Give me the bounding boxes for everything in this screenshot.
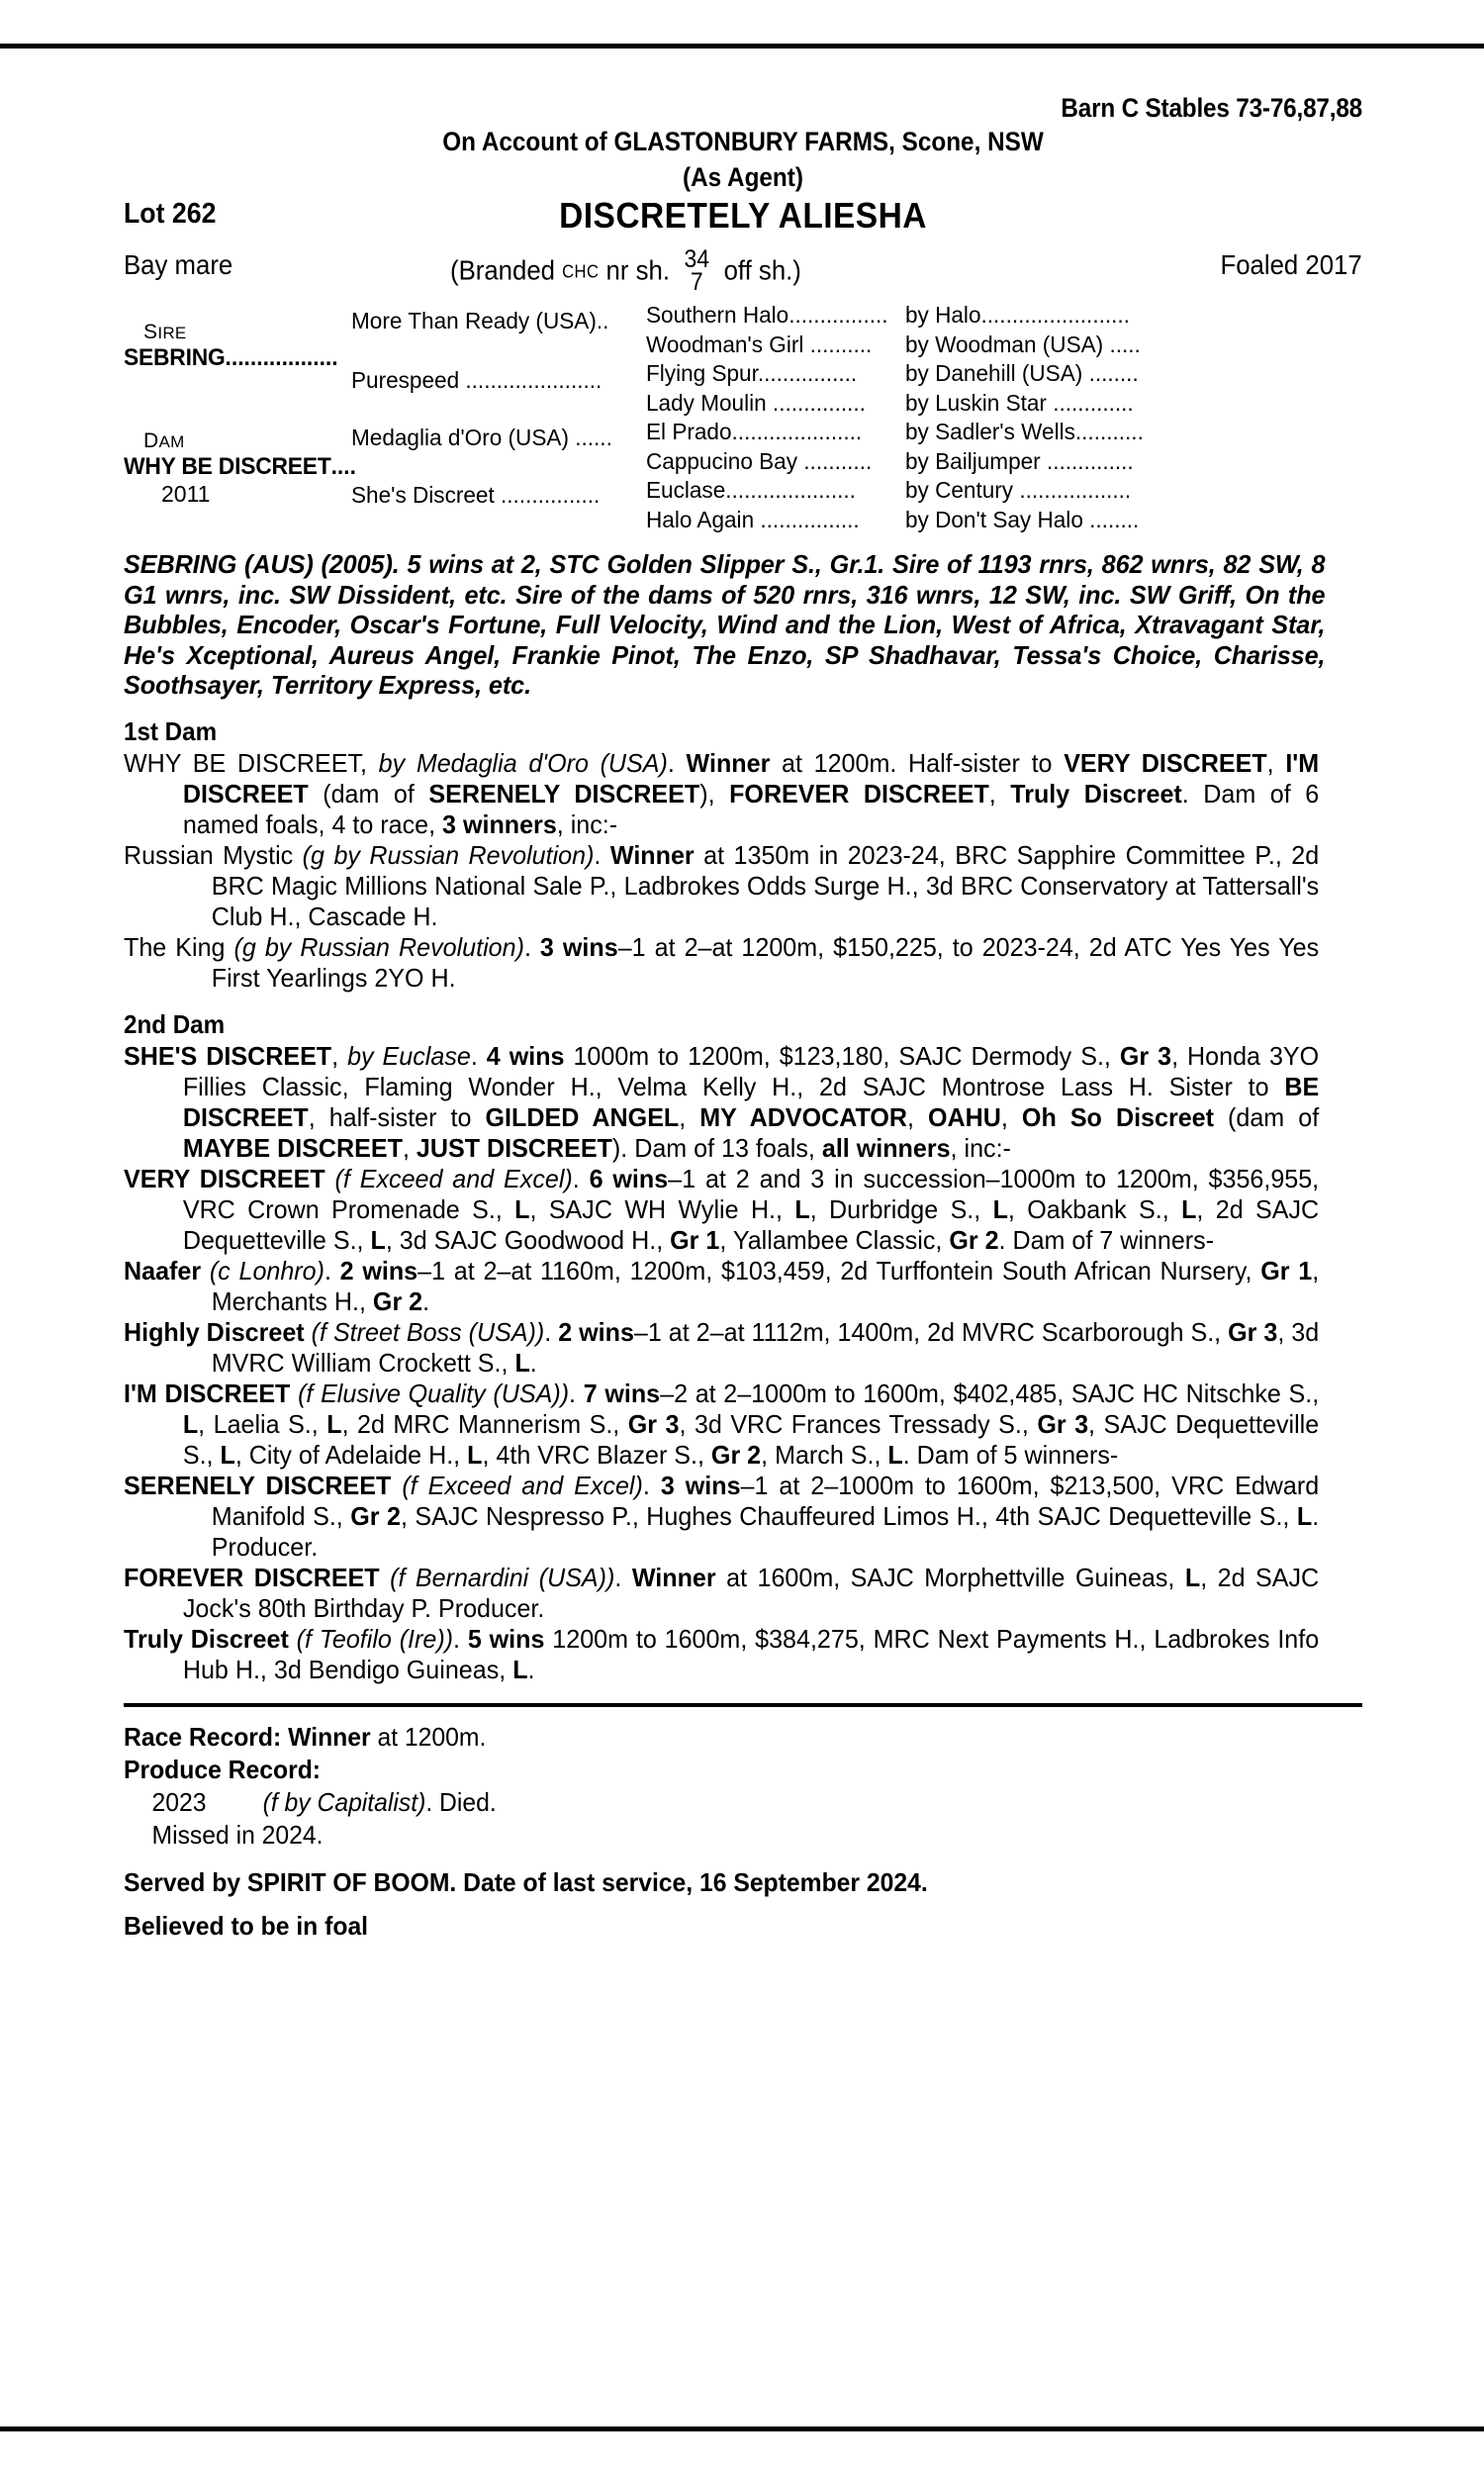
- entry-text: JUST DISCREET: [416, 1132, 612, 1163]
- lot-number: Lot 262: [124, 198, 217, 230]
- entry-text: .: [642, 1470, 661, 1500]
- entry-text: , Laelia S.,: [198, 1408, 327, 1439]
- entry-text: L: [992, 1193, 1008, 1224]
- entry-text: , March S.,: [761, 1439, 888, 1470]
- great-grandparent-8: Halo Again ................: [646, 506, 860, 532]
- entry-text: .: [529, 1347, 537, 1378]
- first-dam-sire: by Medaglia d'Oro (USA): [378, 747, 668, 778]
- entry-text: Gr 1: [670, 1224, 720, 1255]
- great-grandparent-1: Southern Halo................: [646, 302, 888, 328]
- entry-text: .: [527, 1654, 535, 1684]
- first-dam-progeny-1: Russian Mystic (g by Russian Revolution). Winner at 1350m in 2023-24, BRC Sapphire Committee P., 2d BRC Magic Millions National Sale P., Ladbrokes Odds Surge H., 3d BRC Conservatory at Tattersall's Club H., Cascade H.: [124, 839, 1320, 931]
- entry-text: [391, 1471, 402, 1500]
- entry-text: .: [569, 1378, 584, 1408]
- second-dam-progeny-entry: [124, 1471, 1319, 1563]
- entry-sire: (c Lonhro): [209, 1255, 325, 1285]
- page-title: DISCRETELY ALIESHA: [559, 195, 927, 236]
- entry-text: L: [220, 1439, 235, 1470]
- first-dam-paragraph: WHY BE DISCREET, by Medaglia d'Oro (USA). Winner at 1200m. Half-sister to VERY DISCREET, I'M DISCREET (dam of SERENELY DISCREET), FOREVER DISCREET, Truly Discreet. Dam of 6 named foals, 4 to race, 3 winners, inc:-: [124, 747, 1320, 839]
- entry-text: Gr 3: [1037, 1408, 1089, 1439]
- account-of-line: On Account of GLASTONBURY FARMS, Scone, NSW: [442, 127, 1044, 156]
- entry-text: Gr 1: [1260, 1255, 1313, 1285]
- produce-row: [124, 1786, 1300, 1819]
- entry-text: L: [1184, 1562, 1201, 1592]
- race-record-label: Race Record:: [124, 1721, 282, 1752]
- page-bottom-rule: [0, 2426, 1484, 2431]
- great-grandparent-3: Flying Spur................: [646, 360, 858, 386]
- entry-text: . Dam of 7 winners-: [998, 1224, 1215, 1255]
- entry-text: , City of Adelaide H.,: [234, 1439, 468, 1470]
- entry-text: ). Dam of 13 foals,: [611, 1132, 822, 1163]
- entry-name: SERENELY DISCREET: [124, 1470, 392, 1500]
- second-dam-progeny-entry: [124, 1379, 1319, 1471]
- entry-text: Gr 2: [372, 1285, 423, 1316]
- brand-fraction: [684, 245, 710, 296]
- foaled-year: Foaled 2017: [1220, 249, 1362, 280]
- second-dam-progeny-list: [124, 1164, 1362, 1685]
- entry-text: all winners: [821, 1132, 951, 1163]
- dam-name: WHY BE DISCREET....: [124, 453, 356, 480]
- entry-text: L: [326, 1408, 342, 1439]
- second-dam-progeny-entry: [124, 1164, 1319, 1256]
- fourth-gen-6: by Bailjumper ..............: [905, 447, 1134, 474]
- page-top-rule: [0, 44, 1484, 48]
- sire-block: [124, 321, 349, 372]
- entry-text: Gr 3: [1119, 1040, 1172, 1071]
- entry-text: 2 wins: [339, 1255, 418, 1285]
- produce-year: 2023: [151, 1786, 207, 1817]
- entry-text: , SAJC WH Wylie H.,: [529, 1193, 795, 1224]
- entry-text: , 3d SAJC Goodwood H.,: [385, 1224, 671, 1255]
- pedigree-col-fourth-gen: [905, 301, 1370, 534]
- entry-name: Naafer: [124, 1255, 202, 1285]
- entry-text: L: [514, 1193, 530, 1224]
- second-dam-progeny-entry: [124, 1317, 1319, 1379]
- entry-sire: (f Exceed and Excel): [334, 1163, 573, 1193]
- entry-sire: (f Street Boss (USA)): [311, 1316, 545, 1347]
- great-grandparent-7: Euclase.....................: [646, 477, 856, 503]
- entry-text: –1 at 2–1000m to 1600m, $213,500, VRC Edward Manifold S.,: [211, 1470, 1320, 1531]
- entry-text: Gr 3: [1228, 1316, 1278, 1347]
- entry-text: Gr 2: [949, 1224, 999, 1255]
- entry-text: [201, 1256, 210, 1285]
- entry-text: , 2d SAJC Dequetteville S.,: [182, 1193, 1320, 1255]
- entry-sire: (f Elusive Quality (USA)): [298, 1378, 570, 1408]
- entry-text: L: [1296, 1500, 1313, 1531]
- entry-text: [380, 1563, 390, 1592]
- fourth-gen-2: by Woodman (USA) .....: [905, 331, 1141, 357]
- entry-name: VERY DISCREET: [124, 1163, 325, 1193]
- second-dam-progeny-entry: [124, 1624, 1319, 1685]
- entry-text: L: [182, 1408, 199, 1439]
- entry-text: , SAJC Nespresso P., Hughes Chauffeured Limos H., 4th SAJC Dequetteville S.,: [400, 1500, 1297, 1531]
- fourth-gen-5: by Sadler's Wells...........: [905, 419, 1144, 444]
- produce-sire: (f by Capitalist): [262, 1786, 426, 1817]
- first-dam-name: WHY BE DISCREET,: [124, 747, 367, 778]
- entry-text: .: [544, 1316, 559, 1347]
- progeny-sire: (g by Russian Revolution): [302, 839, 595, 870]
- grandparent-3: Medaglia d'Oro (USA) ......: [351, 425, 612, 450]
- fourth-gen-8: by Don't Say Halo ........: [905, 506, 1140, 532]
- great-grandparent-6: Cappucino Bay ...........: [646, 447, 873, 474]
- entry-name: SHE'S DISCREET: [124, 1040, 332, 1071]
- first-dam-heading: 1st Dam: [124, 715, 218, 746]
- entry-text: L: [514, 1347, 530, 1378]
- entry-text: Winner: [631, 1562, 716, 1592]
- entry-text: [305, 1317, 312, 1347]
- sire-summary-paragraph: SEBRING (AUS) (2005). 5 wins at 2, STC Golden Slipper S., Gr.1. Sire of 1193 rnrs, 862 wnrs, 82 SW, 8 G1 wnrs, inc. SW Dissident, etc. Sire of the dams of 520 rnrs, 316 wnrs, 12 SW, inc. SW Griff, On the Bubbles, Encoder, Oscar's Fortune, Full Velocity, Wind and the Lion, West of Africa, Xtravagant Star, He's Xceptional, Aureus Angel, Frankie Pinot, The Enzo, SP Shadhavar, Tessa's Choice, Charisse, Soothsayer, Territory Express, etc.: [124, 549, 1326, 700]
- entry-sire: by Euclase: [347, 1040, 471, 1071]
- great-grandparent-2: Woodman's Girl ..........: [646, 331, 873, 357]
- entry-text: ,: [1000, 1101, 1022, 1132]
- entry-name: FOREVER DISCREET: [124, 1562, 380, 1592]
- entry-text: ,: [402, 1132, 417, 1163]
- entry-text: , 2d MRC Mannerism S.,: [341, 1408, 628, 1439]
- brand-description: [450, 245, 801, 296]
- entry-text: , half-sister to: [308, 1101, 486, 1132]
- as-agent-line: (As Agent): [683, 162, 803, 192]
- grandparent-4: She's Discreet ................: [351, 482, 601, 508]
- entry-text: 1200m to 1600m, $384,275, MRC Next Payments H., Ladbrokes Info Hub H., 3d Bendigo Guineas,: [182, 1623, 1320, 1684]
- description-row: [124, 241, 1362, 296]
- entry-text: –1 at 2–at 1160m, 1200m, $103,459, 2d Turffontein South African Nursery,: [417, 1255, 1261, 1285]
- entry-text: ,: [679, 1101, 700, 1132]
- entry-text: , 3d MVRC William Crockett S.,: [211, 1316, 1320, 1378]
- fourth-gen-4: by Luskin Star .............: [905, 389, 1134, 416]
- sire-label: SIRE: [143, 321, 187, 343]
- entry-text: , Yallambee Classic,: [719, 1224, 950, 1255]
- entry-text: , Merchants H.,: [211, 1255, 1320, 1316]
- first-dam-progeny-2: The King (g by Russian Revolution). 3 wins–1 at 2–at 1200m, $150,225, to 2023-24, 2d ATC Yes Yes Yes First Yearlings 2YO H.: [124, 931, 1320, 993]
- entry-text: 1000m to 1200m, $123,180, SAJC Dermody S.,: [564, 1040, 1120, 1071]
- entry-text: (dam of: [1213, 1101, 1320, 1132]
- entry-text: GILDED ANGEL: [485, 1101, 680, 1132]
- entry-text: ,: [331, 1040, 348, 1071]
- entry-text: Gr 2: [350, 1500, 401, 1531]
- entry-text: –1 at 2 and 3 in succession–1000m to 1200m, $356,955, VRC Crown Promenade S.,: [182, 1163, 1320, 1224]
- entry-text: L: [512, 1654, 528, 1684]
- entry-text: Gr 3: [627, 1408, 680, 1439]
- entry-text: OAHU: [928, 1101, 1001, 1132]
- records-divider: [124, 1703, 1362, 1707]
- progeny-sire: (g by Russian Revolution): [233, 931, 524, 962]
- entry-text: , 3d VRC Frances Tressady S.,: [679, 1408, 1038, 1439]
- dam-block: [124, 429, 368, 508]
- progeny-name: Russian Mystic: [124, 839, 303, 870]
- entry-text: ,: [906, 1101, 929, 1132]
- second-dam-heading: 2nd Dam: [124, 1008, 226, 1039]
- entry-text: [325, 1164, 335, 1193]
- entry-text: L: [794, 1193, 810, 1224]
- entry-text: 4 wins: [486, 1040, 565, 1071]
- entry-name: I'M DISCREET: [124, 1378, 291, 1408]
- entry-text: L: [1181, 1193, 1197, 1224]
- dam-label: DAM: [143, 429, 185, 452]
- pedigree-col-great-grandparents: [646, 301, 943, 534]
- second-dam-progeny-entry: [124, 1256, 1319, 1317]
- second-dam-progeny-entry: [124, 1563, 1319, 1624]
- entry-sire: (f Teofilo (Ire)): [296, 1623, 454, 1654]
- entry-name: Highly Discreet: [124, 1316, 305, 1347]
- entry-text: , Durbridge S.,: [809, 1193, 993, 1224]
- entry-text: L: [467, 1439, 483, 1470]
- entry-text: , SAJC Dequetteville S.,: [182, 1408, 1320, 1470]
- entry-sire: (f Exceed and Excel): [402, 1470, 643, 1500]
- entry-text: .: [422, 1285, 430, 1316]
- produce-note: . Died.: [425, 1786, 497, 1817]
- brand-denominator: 7: [690, 268, 703, 296]
- page-content: [124, 91, 1362, 1943]
- entry-text: L: [887, 1439, 903, 1470]
- entry-text: . Dam of 5 winners-: [902, 1439, 1119, 1470]
- entry-text: , Honda 3YO Fillies Classic, Flaming Wonder H., Velma Kelly H., 2d SAJC Montrose Lass H. Sister to: [182, 1040, 1320, 1101]
- entry-text: , inc:-: [950, 1132, 1011, 1163]
- entry-text: 5 wins: [467, 1623, 545, 1654]
- branded-off-shoulder: off sh.): [723, 254, 801, 286]
- produce-record-label: Produce Record:: [124, 1754, 322, 1784]
- entry-text: [289, 1624, 297, 1654]
- dam-year: 2011: [161, 481, 211, 507]
- second-dam-paragraph: [124, 1041, 1319, 1164]
- entry-text: MY ADVOCATOR: [699, 1101, 907, 1132]
- branded-near-shoulder: nr sh.: [605, 254, 670, 286]
- fourth-gen-1: by Halo........................: [905, 302, 1130, 328]
- entry-name: Truly Discreet: [124, 1623, 289, 1654]
- entry-text: –1 at 2–at 1112m, 1400m, 2d MVRC Scarborough S.,: [633, 1316, 1229, 1347]
- grandparent-1: More Than Ready (USA)..: [351, 308, 609, 333]
- entry-text: 3 wins: [660, 1470, 741, 1500]
- race-record-detail: at 1200m.: [370, 1721, 487, 1752]
- entry-text: 2 wins: [558, 1316, 634, 1347]
- entry-text: .: [470, 1040, 487, 1071]
- entry-text: , 2d SAJC Jock's 80th Birthday P. Producer.: [182, 1562, 1320, 1623]
- entry-text: .: [453, 1623, 468, 1654]
- entry-text: , Oakbank S.,: [1007, 1193, 1182, 1224]
- race-record-result: Winner: [288, 1721, 371, 1752]
- fourth-gen-7: by Century ..................: [905, 477, 1132, 503]
- produce-missed: Missed in 2024.: [151, 1819, 324, 1850]
- barn-stables-line: Barn C Stables 73-76,87,88: [1061, 93, 1362, 123]
- great-grandparent-4: Lady Moulin ...............: [646, 389, 866, 416]
- in-foal-status: Believed to be in foal: [124, 1910, 369, 1941]
- sire-name: SEBRING..................: [124, 344, 338, 371]
- progeny-name: The King: [124, 931, 234, 962]
- entry-text: 6 wins: [589, 1163, 669, 1193]
- branded-prefix: (Branded: [450, 254, 555, 286]
- entry-text: . Producer.: [211, 1500, 1320, 1562]
- pedigree-table: [124, 301, 1362, 543]
- entry-text: L: [370, 1224, 386, 1255]
- race-record-line: [124, 1721, 1300, 1754]
- grandparent-2: Purespeed ......................: [351, 367, 603, 393]
- entry-text: Gr 2: [710, 1439, 762, 1470]
- entry-sire: (f Bernardini (USA)): [390, 1562, 615, 1592]
- entry-text: .: [324, 1255, 340, 1285]
- fourth-gen-3: by Danehill (USA) ........: [905, 360, 1139, 386]
- entry-text: , 4th VRC Blazer S.,: [482, 1439, 711, 1470]
- entry-text: –2 at 2–1000m to 1600m, $402,485, SAJC HC Nitschke S.,: [660, 1378, 1320, 1408]
- lot-row: [124, 195, 1362, 241]
- entry-text: .: [614, 1562, 632, 1592]
- great-grandparent-5: El Prado.....................: [646, 419, 863, 444]
- entry-text: .: [572, 1163, 590, 1193]
- entry-text: at 1600m, SAJC Morphettville Guineas,: [715, 1562, 1185, 1592]
- brand-mark: CHC: [562, 261, 600, 282]
- entry-text: MAYBE DISCREET: [182, 1132, 403, 1163]
- entry-text: BE DISCREET: [182, 1071, 1320, 1132]
- entry-text: Oh So Discreet: [1021, 1101, 1214, 1132]
- brand-numerator: 34: [684, 245, 710, 273]
- sex-and-colour: Bay mare: [124, 249, 233, 280]
- served-by-line: Served by SPIRIT OF BOOM. Date of last service, 16 September 2024.: [124, 1866, 928, 1897]
- entry-text: 7 wins: [583, 1378, 661, 1408]
